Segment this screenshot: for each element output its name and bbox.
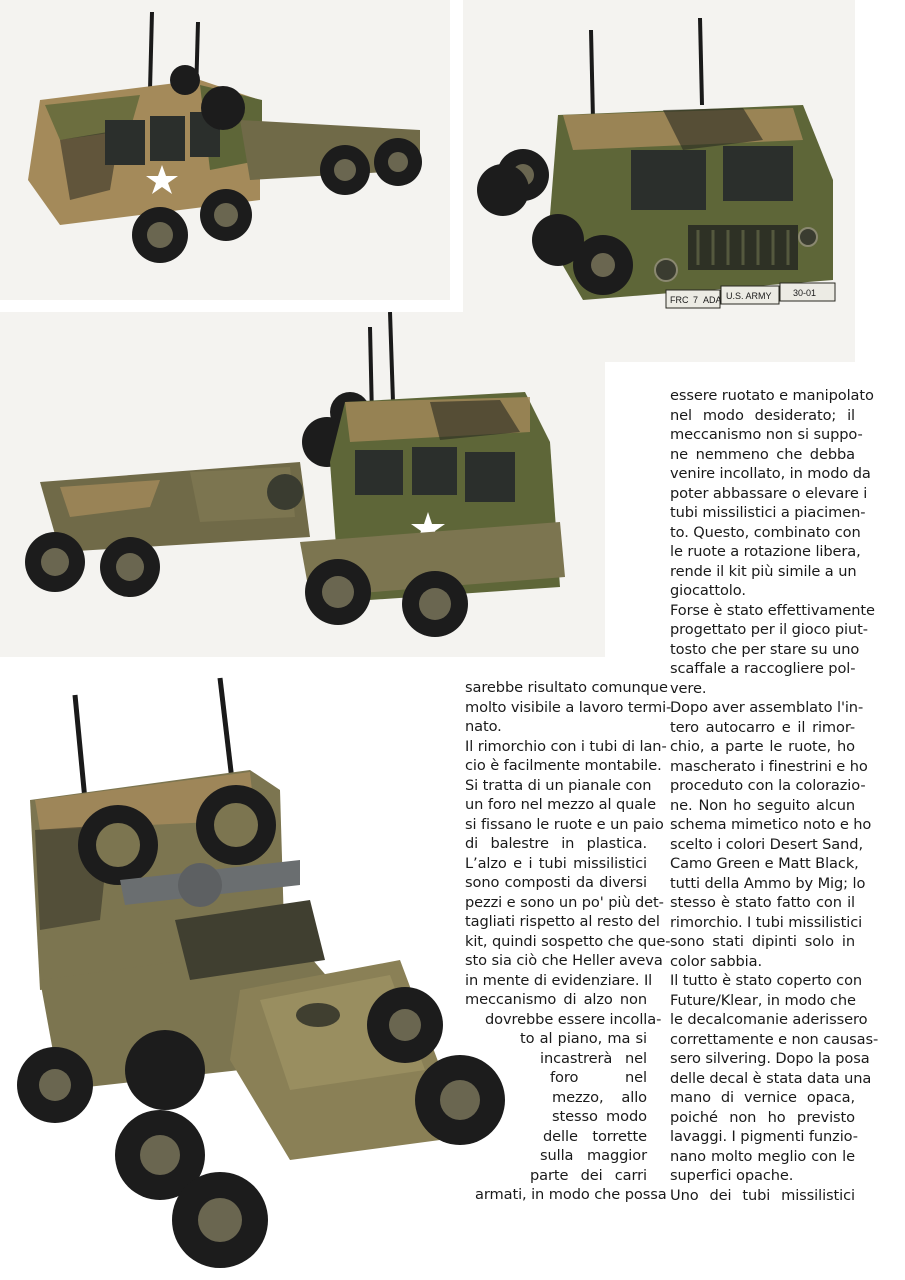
text-line: Si tratta di un pianale con	[465, 776, 652, 794]
truck-photo-left-view	[0, 0, 450, 300]
text-line: ne. Non ho seguito alcun	[670, 796, 855, 814]
text-line: Dopo aver assemblato l'in-	[670, 699, 864, 716]
text-line: mano di vernice opaca,	[670, 1089, 855, 1106]
text-line: Il rimorchio con i tubi di lan-	[465, 737, 667, 755]
text-line: progettato per il gioco piut-	[670, 621, 868, 638]
text-line: un foro nel mezzo al quale	[465, 796, 656, 813]
text-line: pezzi e sono un po' più det-	[465, 893, 664, 911]
text-line: poter abbassare o elevare i	[670, 484, 868, 502]
text-line: tero autocarro e il rimor-	[670, 718, 855, 736]
text-line: proceduto con la colorazio-	[670, 777, 866, 794]
text-line: rimorchio. I tubi missilistici	[670, 913, 863, 931]
text-line: cio è facilmente montabile.	[465, 757, 662, 774]
text-line: Il tutto è stato coperto con	[670, 972, 863, 989]
text-line: scelto i colori Desert Sand,	[670, 835, 863, 853]
text-line: schema mimetico noto e ho	[670, 816, 872, 833]
text-line: Uno dei tubi missilistici	[670, 1186, 855, 1204]
text-line: venire incollato, in modo da	[670, 465, 871, 482]
text-line: poiché non ho previsto	[670, 1108, 855, 1126]
article-column-middle	[0, 678, 672, 1238]
text-line: tosto che per stare su uno	[670, 640, 860, 658]
plate-ada-text: ADA	[703, 295, 722, 305]
text-line: sarebbe risultato comunque	[465, 679, 668, 696]
text-line: essere ruotato e manipolato	[670, 387, 874, 404]
text-line: meccanismo di alzo non	[465, 991, 647, 1008]
text-line: parte dei carri	[530, 1166, 647, 1184]
text-line: dovrebbe essere incolla-	[485, 1010, 662, 1028]
text-line: si fissano le ruote e un paio	[465, 815, 664, 833]
article-column-right	[670, 386, 879, 1205]
text-line: tubi missilistici a piacimen-	[670, 504, 866, 521]
text-line: sero silvering. Dopo la posa	[670, 1050, 870, 1067]
text-line: correttamente e non causas-	[670, 1030, 879, 1048]
plate-number-text: 7	[693, 295, 699, 305]
text-line: sono composti da diversi	[465, 874, 647, 891]
text-line: delle torrette	[543, 1127, 647, 1145]
text-line: stesso modo	[552, 1108, 647, 1125]
text-line: Forse è stato effettivamente	[670, 601, 875, 619]
plate-unit-text: FRC	[670, 295, 689, 305]
text-line: armati, in modo che possa	[475, 1186, 667, 1203]
text-line: nano molto meglio con le	[670, 1147, 855, 1165]
text-line: color sabbia.	[670, 952, 762, 970]
text-line: Future/Klear, in modo che	[670, 991, 856, 1009]
text-line: vere.	[670, 679, 707, 697]
text-line: in mente di evidenziare. Il	[465, 971, 653, 989]
text-line: di balestre in plastica.	[465, 835, 647, 852]
text-line: giocattolo.	[670, 582, 746, 599]
text-line: nel modo desiderato; il	[670, 406, 855, 424]
text-line: incastrerà nel	[540, 1049, 647, 1067]
text-line: sto sia ciò che Heller aveva	[465, 952, 663, 969]
text-line: le decalcomanie aderissero	[670, 1011, 868, 1028]
text-line: nato.	[465, 718, 502, 735]
text-line: mezzo, allo	[552, 1088, 647, 1106]
text-line: le ruote a rotazione libera,	[670, 543, 861, 560]
truck-photo-front-view	[463, 0, 855, 362]
truck-photo-side-view	[0, 312, 605, 657]
text-line: molto visibile a lavoro termi-	[465, 698, 672, 716]
text-line: to al piano, ma si	[520, 1030, 647, 1047]
text-line: superfici opache.	[670, 1167, 794, 1184]
text-line: to. Questo, combinato con	[670, 523, 861, 541]
text-line: tutti della Ammo by Mig; lo	[670, 874, 866, 892]
text-line: delle decal è stata data una	[670, 1069, 872, 1087]
text-line: scaffale a raccogliere pol-	[670, 660, 856, 677]
text-line: stesso è stato fatto con il	[670, 894, 855, 911]
text-line: L’alzo e i tubi missilistici	[465, 854, 647, 872]
text-line: ne nemmeno che debba	[670, 445, 855, 463]
text-line: lavaggi. I pigmenti funzio-	[670, 1128, 858, 1145]
text-line: sulla maggior	[540, 1147, 647, 1164]
text-line: sono stati dipinti solo in	[670, 933, 855, 950]
text-line: meccanismo non si suppo-	[670, 426, 863, 443]
text-line: Camo Green e Matt Black,	[670, 855, 859, 872]
text-line: rende il kit più simile a un	[670, 562, 857, 580]
plate-army-text: U.S. ARMY	[726, 291, 772, 301]
text-line: chio, a parte le ruote, ho	[670, 738, 855, 755]
text-line: foro nel	[550, 1069, 647, 1086]
text-line: mascherato i finestrini e ho	[670, 757, 868, 775]
text-line: kit, quindi sospetto che que-	[465, 932, 671, 950]
text-line: tagliati rispetto al resto del	[465, 913, 660, 930]
plate-serial-text: 30-01	[793, 288, 817, 298]
